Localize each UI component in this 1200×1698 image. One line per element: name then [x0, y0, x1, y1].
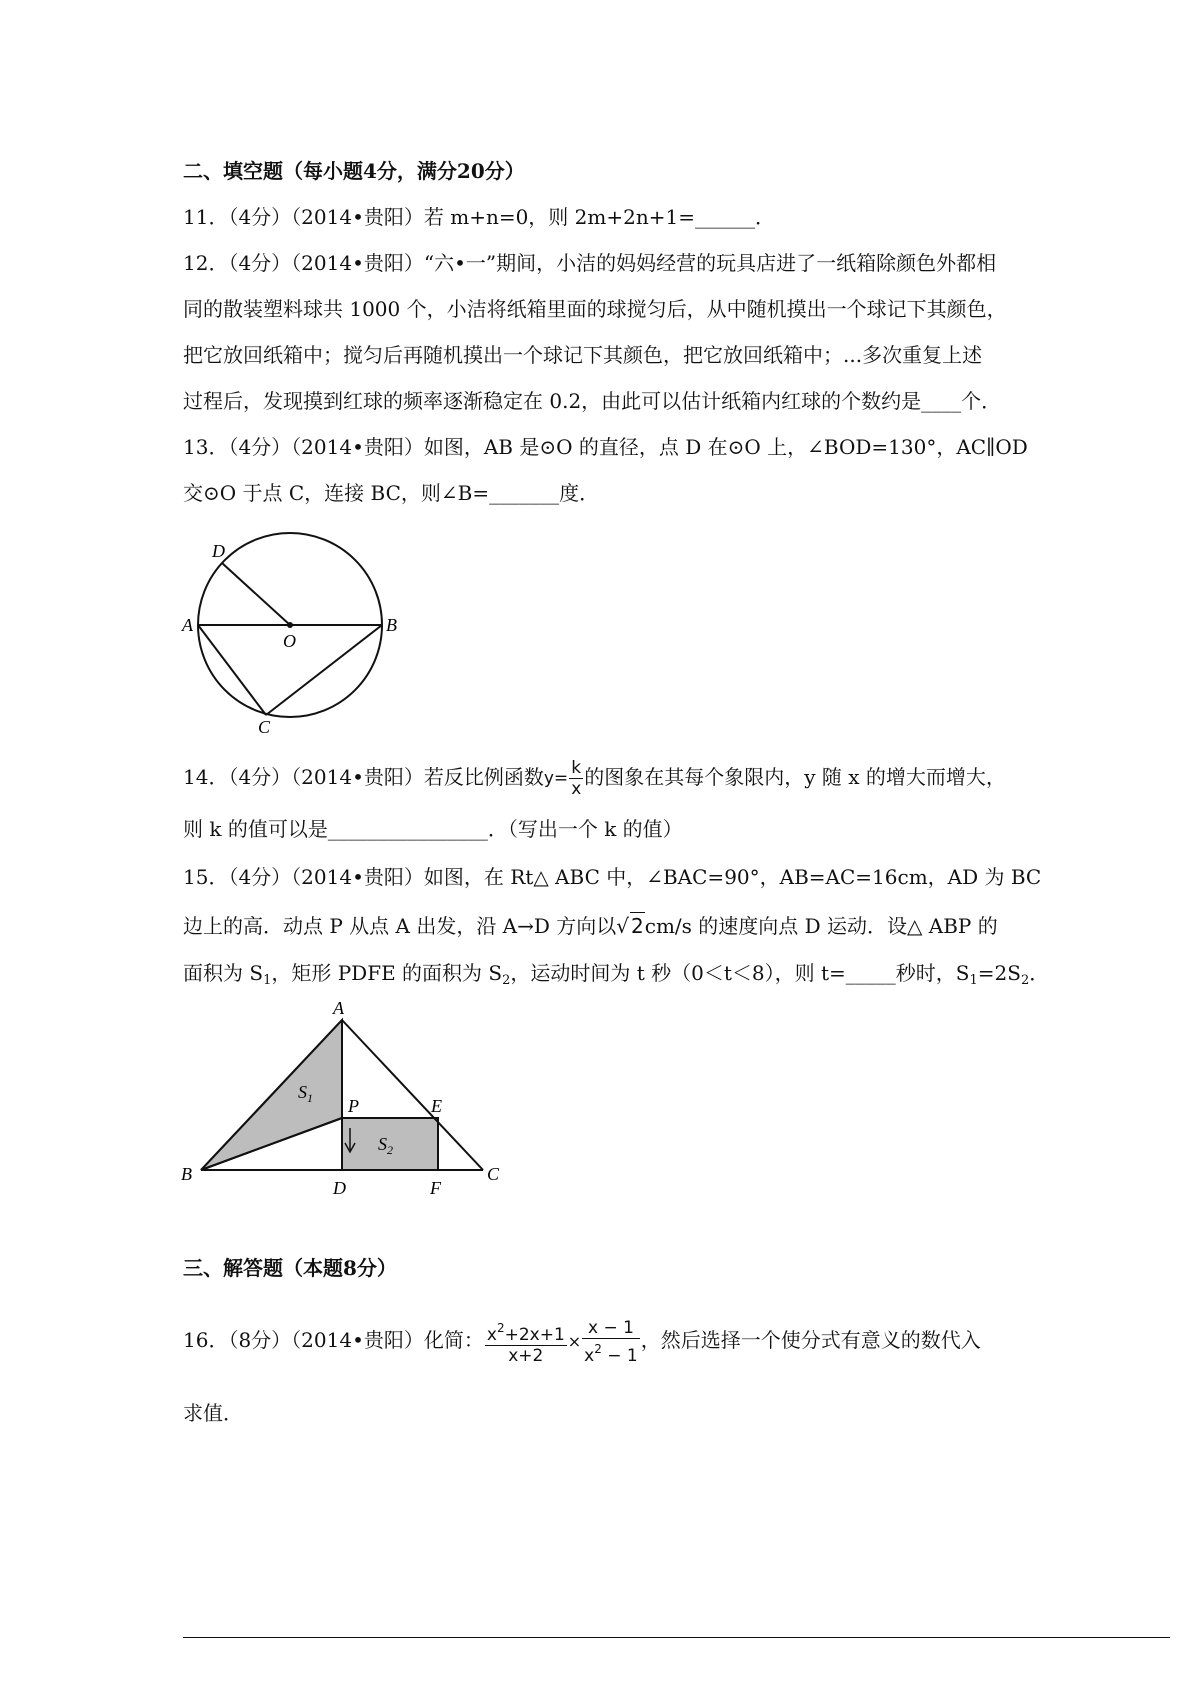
label-a: A — [182, 615, 193, 635]
label-o: O — [283, 631, 296, 651]
q15-line3-a: 面积为 S — [183, 961, 264, 985]
q15-sqrt-value: 2 — [631, 914, 644, 938]
q16-fraction-1 — [485, 1318, 567, 1366]
footer-rule — [183, 1637, 1170, 1638]
q16-f1-num-sup: 2 — [496, 1320, 505, 1335]
q16-f2-num: x − 1 — [582, 1318, 640, 1339]
label-s2: $S_2$ — [378, 1134, 393, 1157]
question-12-line-1: 12．（4分）（2014•贵阳）“六•一”期间，小洁的妈妈经营的玩具店进了一纸箱除颜色外都相 — [183, 251, 997, 275]
question-15-line-1: 15．（4分）（2014•贵阳）如图，在 Rt△ ABC 中，∠BAC=90°，AB=AC=16cm，AD 为 BC — [183, 865, 1042, 889]
label-c: C — [258, 717, 271, 735]
label-s1: $S_1$ — [298, 1082, 313, 1105]
question-13-line-1: 13．（4分）（2014•贵阳）如图，AB 是⊙O 的直径，点 D 在⊙O 上，∠BOD=130°，AC∥OD — [183, 435, 1028, 459]
question-11: 11．（4分）（2014•贵阳）若 m+n=0，则 2m+2n+1=______． — [183, 205, 775, 229]
question-12-line-2: 同的散装塑料球共 1000 个，小洁将纸箱里面的球搅匀后，从中随机摸出一个球记下其颜色， — [183, 297, 1007, 321]
q15-line3-d: 1 — [969, 973, 978, 988]
label-b: B — [386, 615, 397, 635]
q16-f1-num: x — [486, 1324, 497, 1345]
triangle-figure — [178, 1000, 518, 1200]
q16-f2-den-rest: − 1 — [601, 1345, 638, 1366]
question-15-line-2: 边上的高．动点 P 从点 A 出发，沿 A→D 方向以√ 2cm/s 的速度向点 D 运动．设△ ABP 的 — [183, 914, 998, 938]
q16-fraction-2 — [582, 1318, 640, 1366]
q15-line3-c: ，运动时间为 t 秒（0＜t＜8），则 t=_____秒时，S — [510, 961, 970, 985]
label-d: D — [333, 1178, 346, 1198]
q15-line2-a: 边上的高．动点 P 从点 A 出发，沿 A→D 方向以 — [183, 914, 617, 938]
question-16-line-2: 求值． — [183, 1401, 243, 1425]
label-p: P — [348, 1096, 359, 1116]
q16-f2-den-sup: 2 — [594, 1341, 602, 1356]
q14-fraction — [569, 758, 583, 799]
q14-formula-lhs: y= — [543, 768, 569, 789]
q16-f1-den: x+2 — [508, 1345, 544, 1366]
label-d: D — [212, 541, 225, 561]
chord-ac — [198, 625, 266, 715]
q16-prefix: 16．（8分）（2014•贵阳）化简： — [183, 1328, 484, 1352]
question-16-line-1 — [183, 1310, 981, 1372]
q16-times: × — [567, 1332, 582, 1351]
q15-line3-e: =2S — [977, 961, 1021, 985]
label-b: B — [181, 1164, 192, 1184]
q15-line3-f: 2 — [1020, 973, 1030, 988]
q14-prefix: 14．（4分）（2014•贵阳）若反比例函数 — [183, 765, 544, 789]
label-f: F — [430, 1178, 441, 1198]
section-2-title: 二、填空题（每小题4分，满分20分） — [183, 159, 525, 183]
q14-suffix: 的图象在其每个象限内，y 随 x 的增大而增大， — [584, 765, 1006, 789]
center-point — [287, 622, 293, 628]
section-3-title: 三、解答题（本题8分） — [183, 1256, 397, 1280]
circle-figure — [180, 525, 400, 735]
question-14-line-2: 则 k 的值可以是________________．（写出一个 k 的值） — [183, 817, 683, 841]
q16-f1-num-rest: +2x+1 — [504, 1324, 565, 1345]
q15-line2-b: cm/s 的速度向点 D 运动．设△ ABP 的 — [644, 914, 998, 938]
q16-suffix: ，然后选择一个使分式有意义的数代入 — [640, 1328, 981, 1352]
q14-fraction-numerator: k — [569, 758, 583, 779]
q15-line3-g: ． — [1029, 961, 1050, 985]
label-c: C — [487, 1164, 500, 1184]
q15-s1-subscript: 1 — [263, 973, 272, 988]
q15-s2-subscript: 2 — [502, 973, 511, 988]
q14-fraction-denominator: x — [571, 779, 582, 799]
q16-f2-den-x: x — [584, 1345, 595, 1366]
question-12-line-3: 把它放回纸箱中；搅匀后再随机摸出一个球记下其颜色，把它放回纸箱中；...多次重复上述 — [183, 343, 983, 367]
label-a: A — [333, 1000, 344, 1018]
question-12-line-4: 过程后，发现摸到红球的频率逐渐稳定在 0.2，由此可以估计纸箱内红球的个数约是____个． — [183, 389, 1002, 413]
q15-line3-b: ，矩形 PDFE 的面积为 S — [271, 961, 503, 985]
question-14-line-1 — [183, 758, 1006, 799]
label-e: E — [431, 1096, 442, 1116]
radius-od — [222, 563, 290, 625]
question-13-line-2: 交⊙O 于点 C，连接 BC，则∠B=_______度． — [183, 481, 600, 505]
question-15-line-3 — [183, 960, 1049, 994]
